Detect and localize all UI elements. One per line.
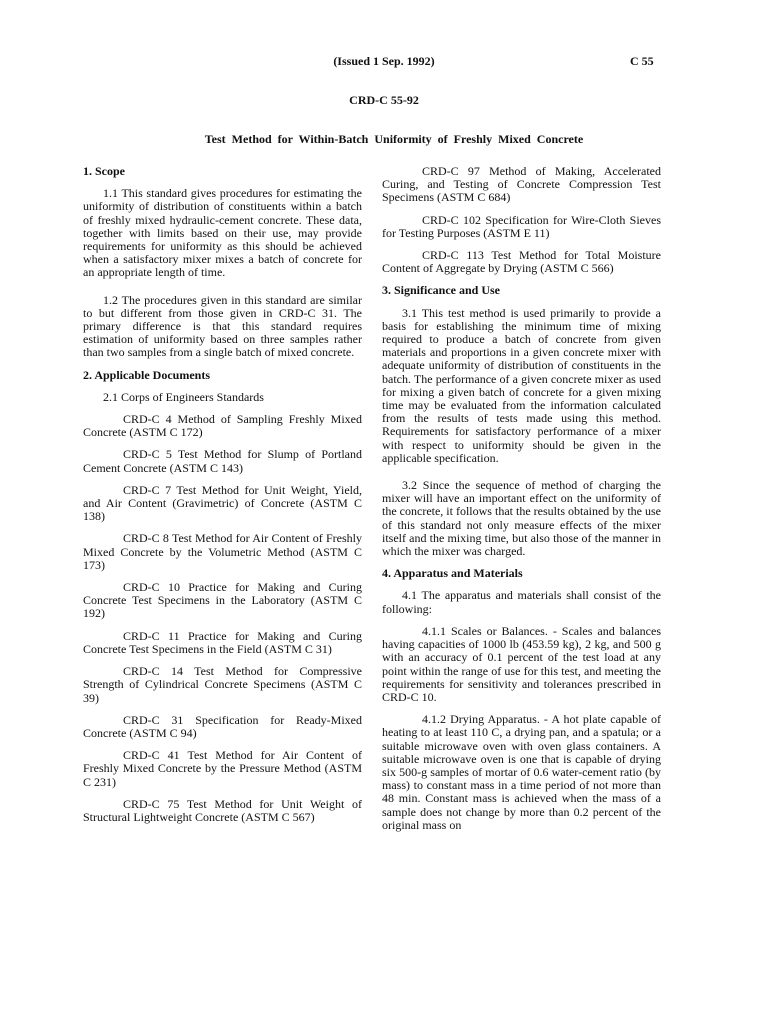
reference-item: CRD-C 10 Practice for Making and Curing Concrete Test Specimens in the Laboratory (ASTM C 192) bbox=[83, 580, 362, 621]
paragraph-1-2: 1.2 The procedures given in this standard are similar to but different from those given in CRD-C 31. The primary difference is that this standard requires estimation of uniformity based on three samples rather than two samples from a single batch of mixed concrete. bbox=[83, 292, 362, 360]
reference-item: CRD-C 11 Practice for Making and Curing Concrete Test Specimens in the Field (ASTM C 31) bbox=[83, 628, 362, 656]
issued-date: (Issued 1 Sep. 1992) bbox=[333, 54, 435, 68]
document-title: Test Method for Within-Batch Uniformity of Freshly Mixed Concrete bbox=[204, 132, 584, 146]
section-heading-significance: 3. Significance and Use bbox=[382, 283, 501, 298]
paragraph-2-1: 2.1 Corps of Engineers Standards bbox=[103, 389, 264, 404]
paragraph-3-2: 3.2 Since the sequence of method of charging the mixer will have an important effect on the uniformity of the concrete, it follows that the results obtained by the use of this standard not only measure effects of the mixer itself and the mixing time, but also those of the manner in which the mixer was charged. bbox=[382, 478, 661, 559]
left-column bbox=[83, 165, 362, 833]
reference-item: CRD-C 5 Test Method for Slump of Portland Cement Concrete (ASTM C 143) bbox=[83, 447, 362, 475]
reference-item: CRD-C 113 Test Method for Total Moisture Content of Aggregate by Drying (ASTM C 566) bbox=[382, 248, 661, 276]
paragraph-4-1: 4.1 The apparatus and materials shall consist of the following: bbox=[382, 588, 661, 616]
reference-item: CRD-C 8 Test Method for Air Content of Freshly Mixed Concrete by the Volumetric Method (ASTM C 173) bbox=[83, 531, 362, 572]
paragraph-1-1: 1.1 This standard gives procedures for estimating the uniformity of distribution of constituents within a batch of freshly mixed hydraulic-cement concrete. These data, together with limits based on their use, may provide requirements for uniformity as this should be achieved when a satisfactory mixer mixes a batch of concrete for an appropriate length of time. bbox=[83, 186, 362, 280]
reference-item: CRD-C 4 Method of Sampling Freshly Mixed Concrete (ASTM C 172) bbox=[83, 412, 362, 440]
reference-item: CRD-C 14 Test Method for Compressive Strength of Cylindrical Concrete Specimens (ASTM C 39) bbox=[83, 664, 362, 705]
reference-item: CRD-C 75 Test Method for Unit Weight of Structural Lightweight Concrete (ASTM C 567) bbox=[83, 796, 362, 824]
reference-item: CRD-C 41 Test Method for Air Content of Freshly Mixed Concrete by the Pressure Method (ASTM C 231) bbox=[83, 748, 362, 789]
section-heading-apparatus: 4. Apparatus and Materials bbox=[382, 566, 523, 581]
reference-item: CRD-C 97 Method of Making, Accelerated Curing, and Testing of Concrete Compression Test Specimens (ASTM C 684) bbox=[382, 164, 661, 205]
page-code: C 55 bbox=[630, 54, 654, 68]
paragraph-3-1: 3.1 This test method is used primarily to provide a basis for establishing the minimum time of mixing required to produce a batch of concrete from given materials and proportions in a given concrete mixer with adequate uniformity of distribution of constituents in the batch. The performance of a given concrete mixer as used for mixing a given batch of concrete for a given mixing time may be evaluated from the information calculated from the results of tests made using this method. Requirements for satisfactory performance of a mixer with respect to uniformity should be given in the applicable specification. bbox=[382, 305, 661, 465]
document-id: CRD-C 55-92 bbox=[349, 93, 419, 107]
reference-item: CRD-C 31 Specification for Ready-Mixed Concrete (ASTM C 94) bbox=[83, 712, 362, 740]
reference-item: CRD-C 102 Specification for Wire-Cloth Sieves for Testing Purposes (ASTM E 11) bbox=[382, 212, 661, 240]
reference-item: CRD-C 7 Test Method for Unit Weight, Yield, and Air Content (Gravimetric) of Concrete (ASTM C 138) bbox=[83, 482, 362, 524]
paragraph-4-1-1: 4.1.1 Scales or Balances. - Scales and balances having capacities of 1000 lb (453.59 kg), 2 kg, and 500 g with an accuracy of 0.1 percent of the test load at any point within the range of use for this test, and meeting the requirements for sensitivity and tolerances prescribed in CRD-C 10. bbox=[382, 623, 661, 704]
right-column bbox=[382, 165, 661, 841]
paragraph-4-1-2: 4.1.2 Drying Apparatus. - A hot plate capable of heating to at least 110 C, a drying pan, and a spatula; or a suitable microwave oven with oven glass containers. A suitable microwave oven is one that is capable of drying six 500-g samples of mortar of 0.6 water-cement ratio (by mass) to constant mass in a time period of not more than 48 min. Constant mass is achieved when the mass of a sample does not change by more than 0.2 percent of the original mass on bbox=[382, 712, 661, 832]
section-heading-scope: 1. Scope bbox=[83, 164, 125, 178]
section-heading-documents: 2. Applicable Documents bbox=[83, 367, 211, 382]
